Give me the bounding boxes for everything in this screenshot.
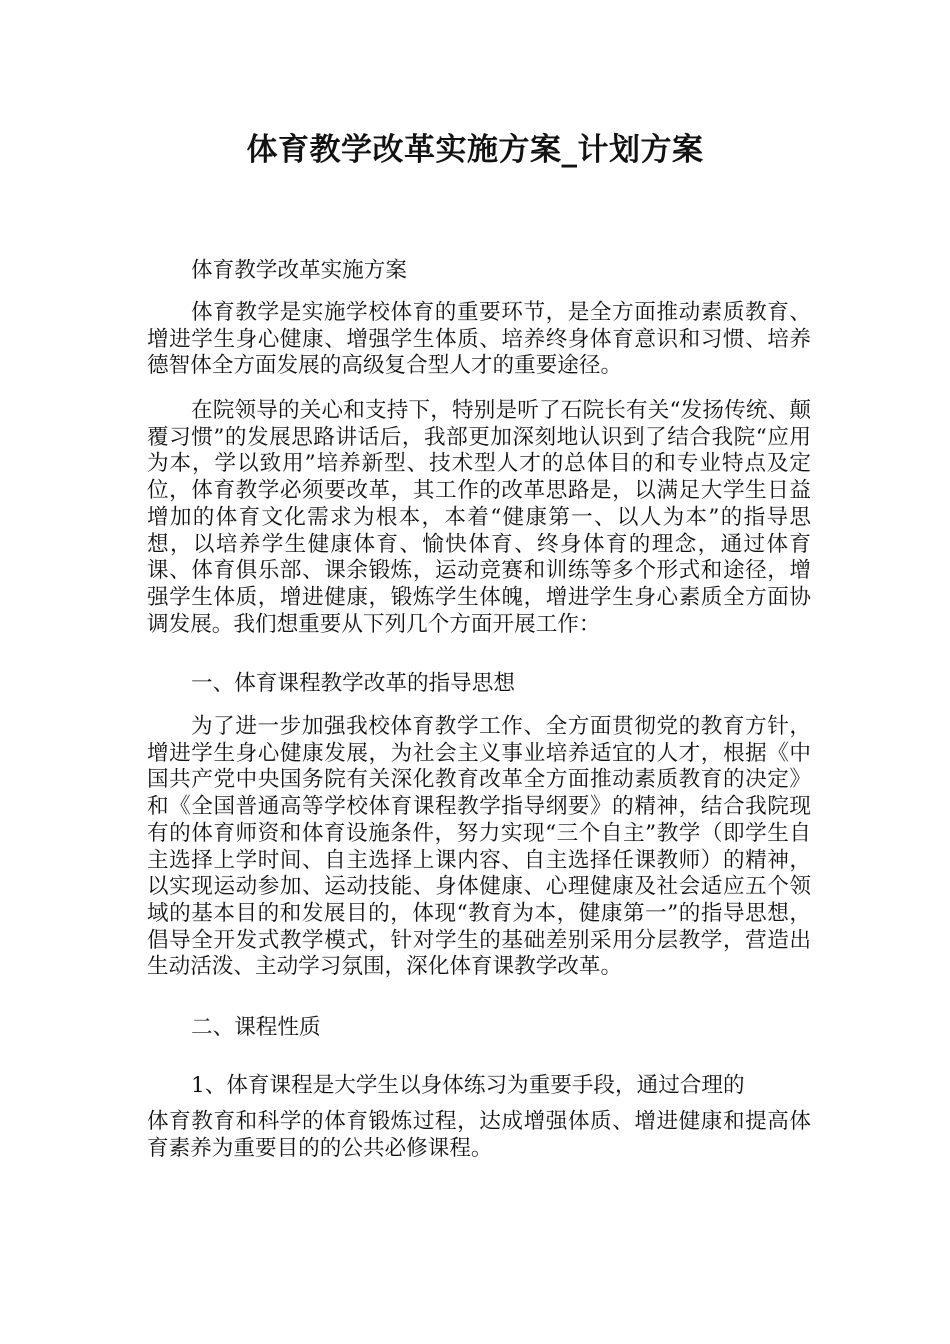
paragraph-guiding-ideology: 为了进一步加强我校体育教学工作、全方面贯彻党的教育方针，增进学生身心健康发展，为社会主义事业培养适宜的人才，根据《中国共产党中央国务院有关深化教育改革全方面推动素质教育的决定》和《全国普通高等学校体育课程教学指导纲要》的精神，结合我院现有的体育师资和体育设施条件，努力实现“三个自主”教学（即学生自主选择上学时间、自主选择上课内容、自主选择任课教师）的精神，以实现运动参加、运动技能、身体健康、心理健康及社会适应五个领域的基本目的和发展目的，体现“教育为本，健康第一”的指导思想，倡导全开发式教学模式，针对学生的基础差别采用分层教学，营造出生动活泼、主动学习氛围，深化体育课教学改革。 [147,714,811,980]
section-heading-course-nature: 二、课程性质 [191,1015,321,1040]
paragraph-course-nature-continued: 体育教育和科学的体育锻炼过程，达成增强体质、增进健康和提高体育素养为重要目的的公共必修课程。 [147,1109,811,1161]
document-title: 体育教学改革实施方案_计划方案 [246,132,704,168]
section-heading-guiding-ideology: 一、体育课程教学改革的指导思想 [191,671,515,696]
paragraph-background: 在院领导的关心和支持下，特别是听了石院长有关“发扬传统、颠覆习惯”的发展思路讲话后，我部更加深刻地认识到了结合我院“应用为本，学以致用”培养新型、技术型人才的总体目的和专业特点及定位，体育教学必须要改革，其工作的改革思路是，以满足大学生日益增加的体育文化需求为根本，本着“健康第一、以人为本”的指导思想，以培养学生健康体育、愉快体育、终身体育的理念，通过体育课、体育俱乐部、课余锻炼，运动竞赛和训练等多个形式和途径，增强学生体质，增进健康，锻炼学生体魄，增进学生身心素质全方面协调发展。我们想重要从下列几个方面开展工作： [147,398,811,637]
paragraph-intro: 体育教学是实施学校体育的重要环节，是全方面推动素质教育、增进学生身心健康、增强学生体质、培养终身体育意识和习惯、培养德智体全方面发展的高级复合型人才的重要途径。 [147,300,811,379]
document-subtitle: 体育教学改革实施方案 [191,258,407,283]
paragraph-course-nature-first-line: 1、体育课程是大学生以身体练习为重要手段，通过合理的 [191,1073,745,1098]
